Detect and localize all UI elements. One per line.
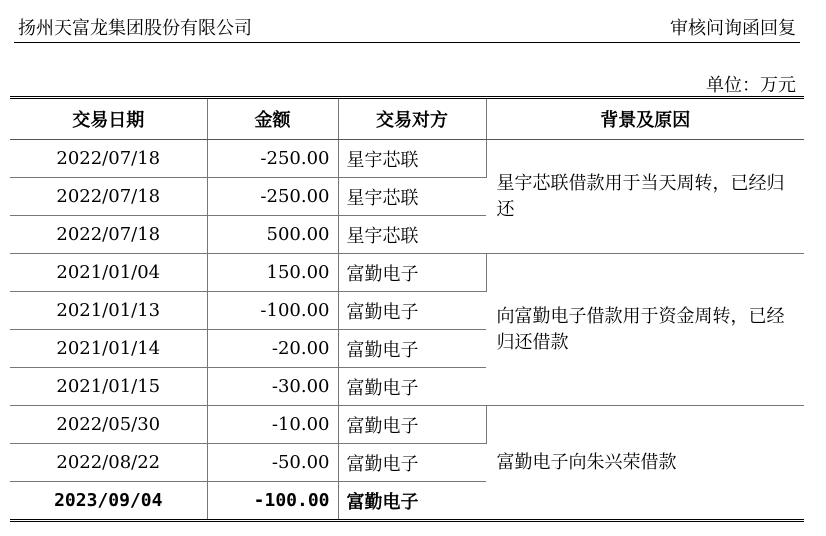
counterparty-cell: 富勤电子 [338,368,486,406]
document-type: 审核问询函回复 [670,18,796,39]
amount-cell: -50.00 [207,444,338,482]
amount-cell: 150.00 [207,254,338,292]
date-cell: 2022/07/18 [10,140,207,178]
counterparty-cell: 星宇芯联 [338,216,486,254]
date-cell: 2021/01/15 [10,368,207,406]
date-cell: 2022/05/30 [10,406,207,444]
column-header-counterparty: 交易对方 [338,98,486,140]
table-row [10,406,804,444]
counterparty-cell: 富勤电子 [338,292,486,330]
date-cell: 2022/07/18 [10,216,207,254]
date-cell: 2022/08/22 [10,444,207,482]
counterparty-cell: 星宇芯联 [338,178,486,216]
date-cell: 2022/07/18 [10,178,207,216]
unit-label: 单位：万元 [706,75,796,96]
transaction-table [10,96,804,522]
date-cell: 2021/01/04 [10,254,207,292]
table-row [10,254,804,292]
table-header-row [10,98,804,140]
reason-cell: 向富勤电子借款用于资金周转，已经归还借款 [486,254,804,406]
date-cell: 2021/01/13 [10,292,207,330]
date-cell: 2021/01/14 [10,330,207,368]
date-cell: 2023/09/04 [10,482,207,521]
counterparty-cell: 星宇芯联 [338,140,486,178]
amount-cell: -10.00 [207,406,338,444]
amount-cell: -30.00 [207,368,338,406]
amount-cell: -250.00 [207,178,338,216]
counterparty-cell: 富勤电子 [338,254,486,292]
reason-cell: 星宇芯联借款用于当天周转，已经归还 [486,140,804,254]
header-rule [14,42,800,43]
column-header-reason: 背景及原因 [486,98,804,140]
amount-cell: -20.00 [207,330,338,368]
counterparty-cell: 富勤电子 [338,330,486,368]
amount-cell: -100.00 [207,482,338,521]
column-header-date: 交易日期 [10,98,207,140]
table-row [10,140,804,178]
counterparty-cell: 富勤电子 [338,406,486,444]
amount-cell: -100.00 [207,292,338,330]
amount-cell: -250.00 [207,140,338,178]
counterparty-cell: 富勤电子 [338,444,486,482]
counterparty-cell: 富勤电子 [338,482,486,521]
company-name: 扬州天富龙集团股份有限公司 [18,18,252,39]
amount-cell: 500.00 [207,216,338,254]
column-header-amount: 金额 [207,98,338,140]
reason-cell: 富勤电子向朱兴荣借款 [486,406,804,521]
